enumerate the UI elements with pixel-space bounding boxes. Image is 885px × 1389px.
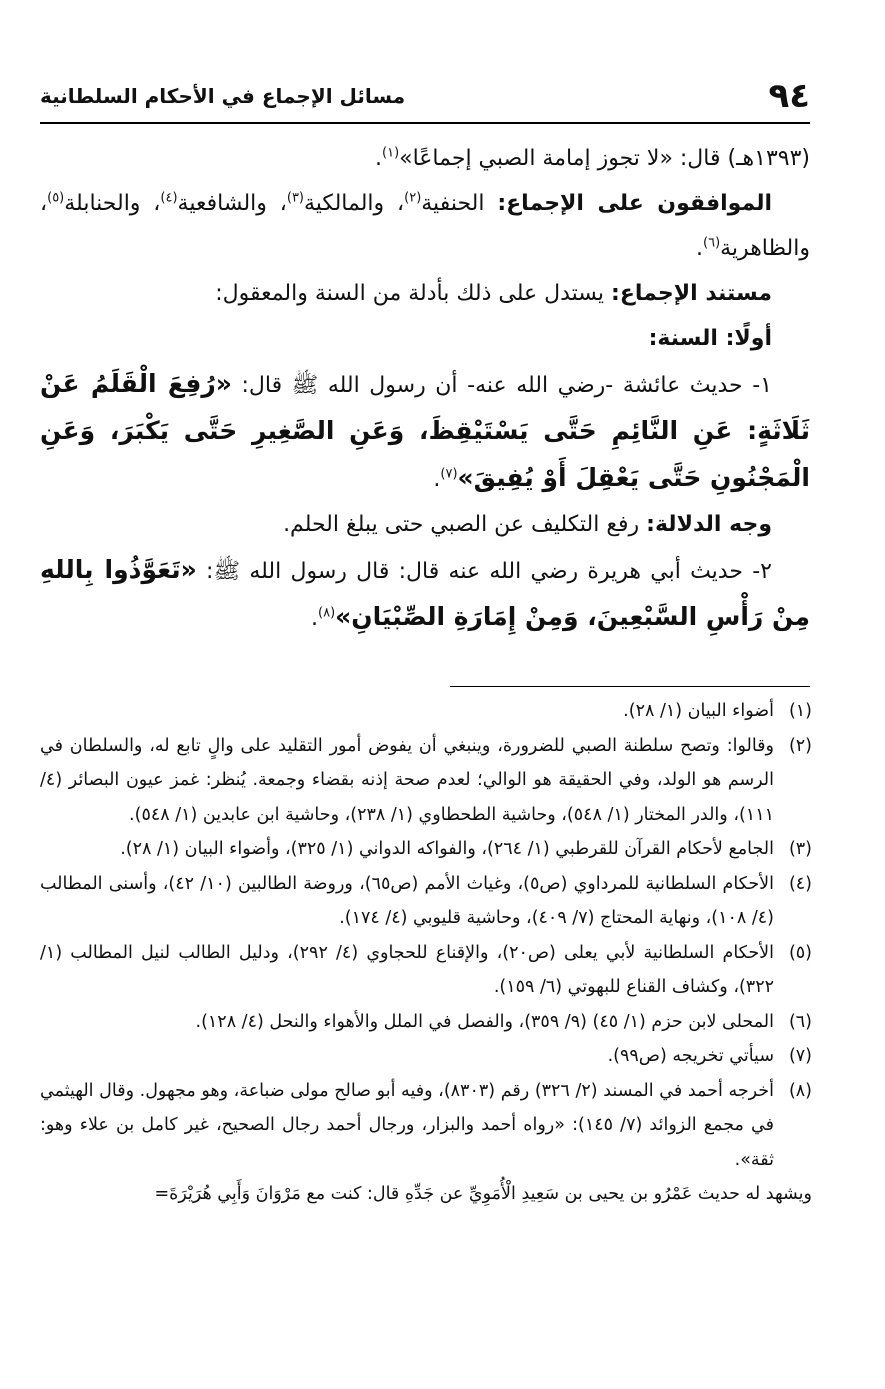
footnote-ref-7: (٧) xyxy=(440,466,458,482)
footnote-number: (٥) xyxy=(788,942,812,963)
footnote-ref-6: (٦) xyxy=(703,235,721,251)
page-number: ٩٤ xyxy=(768,76,810,116)
footnote-divider xyxy=(450,686,810,687)
footnote-text: وقالوا: وتصح سلطنة الصبي للضرورة، وينبغي أن يفوض أمور التقليد على والٍ تابع له، والسلطان في الرسم هو الولد، وفي الحقيقة هو الوالي؛ لعدم صحة إذنه بقضاء وجمعة. يُنظر: غمز عيون البصائر (٤/ ١١١)، والدر المختار (١/ ٥٤٨)، وحاشية الطحطاوي (١/ ٢٣٨)، وحاشية ابن عابدين (١/ ٥٤٨). xyxy=(40,735,774,825)
school-shafii: ، والشافعية xyxy=(177,191,287,216)
main-text xyxy=(40,136,810,641)
basis-text: يستدل على ذلك بأدلة من السنة والمعقول: xyxy=(215,281,612,306)
footnote-number: (٨) xyxy=(788,1080,812,1101)
footnote-ref-4: (٤) xyxy=(160,190,178,206)
footnote-ref-2: (٢) xyxy=(404,190,422,206)
opening-line: (١٣٩٣هـ) قال: «لا تجوز إمامة الصبي إجماعًا»$^{(١)}$. xyxy=(375,145,810,171)
hadith-1-intro: ١- حديث عائشة -رضي الله عنه- أن رسول الله ﷺ قال: xyxy=(231,373,772,398)
school-zahiri: ، والظاهرية xyxy=(40,191,810,261)
hadith-2-text: «تَعَوَّذُوا بِاللهِ مِنْ رَأْسِ السَّبْعِينَ، وَمِنْ إِمَارَةِ الصِّبْيَانِ» xyxy=(40,555,810,631)
page-header xyxy=(40,70,810,124)
hadith-1-text: «رُفِعَ الْقَلَمُ عَنْ ثَلَاثَةٍ: عَنِ النَّائِمِ حَتَّى يَسْتَيْقِظَ، وَعَنِ الصَّغِيرِ حَتَّى يَكْبَرَ، وَعَنِ الْمَجْنُونِ حَتَّى يَعْقِلَ أَوْ يُفِيقَ» xyxy=(40,369,810,492)
footnote-number: (٣) xyxy=(788,839,812,859)
hadith-1 xyxy=(40,361,810,502)
footnote-number: (٦) xyxy=(788,1011,812,1032)
hadith-2-end: . xyxy=(311,606,319,631)
footnote-number: (٢) xyxy=(788,735,812,756)
sunnah-heading xyxy=(40,316,810,361)
footnotes xyxy=(40,694,812,1212)
footnote xyxy=(40,867,812,936)
footnote-ref-1: (١) xyxy=(382,145,400,161)
footnote-text: أخرجه أحمد في المسند (٢/ ٣٢٦) رقم (٨٣٠٣)، وفيه أبو صالح مولى ضباعة، وهو مجهول. وقال الهيثمي في مجمع الزوائد (٧/ ١٤٥): «رواه أحمد والبزار، ورجال أحمد رجال الصحيح، غير كامل بن علاء وهو: ثقة». xyxy=(40,1080,774,1170)
evidence-text: رفع التكليف عن الصبي حتى يبلغ الحلم. xyxy=(283,512,647,537)
footnote-number: (٤) xyxy=(788,873,812,894)
footnote-ref-3: (٣) xyxy=(286,190,304,206)
footnote-text: سيأتي تخريجه (ص٩٩). xyxy=(607,1046,774,1066)
school-hanbali: ، والحنابلة xyxy=(64,191,161,216)
footnote xyxy=(40,1074,812,1178)
footnote xyxy=(40,729,812,833)
footnote-text: المحلى لابن حزم (١/ ٤٥) (٩/ ٣٥٩)، والفصل في الملل والأهواء والنحل (٤/ ١٢٨). xyxy=(195,1011,774,1032)
hadith-2-intro: ٢- حديث أبي هريرة رضي الله عنه قال: قال رسول الله ﷺ: xyxy=(196,559,772,584)
running-title: مسائل الإجماع في الأحكام السلطانية xyxy=(40,84,406,108)
footnote-text: الأحكام السلطانية للمرداوي (ص٥)، وغياث الأمم (ص٦٥)، وروضة الطالبين (١٠/ ٤٢)، وأسنى المطالب (٤/ ١٠٨)، ونهاية المحتاج (٧/ ٤٠٩)، وحاشية قليوبي (٤/ ١٧٤). xyxy=(40,873,775,928)
footnote xyxy=(40,694,812,729)
footnote-ref-5: (٥) xyxy=(47,190,65,206)
agree-end: . xyxy=(696,236,703,261)
first-label: أولًا: السنة: xyxy=(648,326,772,351)
hadith-1-end: . xyxy=(433,467,441,492)
footnote-text: الأحكام السلطانية لأبي يعلى (ص٢٠)، والإقناع للحجاوي (٤/ ٢٩٢)، ودليل الطالب لنيل المطالب (١/ ٣٢٢)، وكشاف القناع للبهوتي (٦/ ١٥٩). xyxy=(40,942,774,997)
footnote xyxy=(40,832,812,867)
agreeing-schools xyxy=(40,181,810,271)
footnote-number: (٧) xyxy=(788,1046,812,1066)
footnote xyxy=(40,1039,812,1074)
consensus-basis xyxy=(40,271,810,316)
evidence-point xyxy=(40,502,810,547)
footnote-number: (١) xyxy=(788,701,812,721)
opening-quote: (١٣٩٣هـ) قال: «لا تجوز إمامة الصبي إجماعًا» xyxy=(399,146,810,171)
footnote xyxy=(40,1005,812,1040)
school-hanafi: الحنفية xyxy=(421,191,498,216)
footnote-ref-8: (٨) xyxy=(318,605,336,621)
evidence-label: وجه الدلالة: xyxy=(646,512,772,537)
school-maliki: ، والمالكية xyxy=(304,191,405,216)
footnote xyxy=(40,936,812,1005)
footnote-continuation: ويشهد له حديث عَمْرُو بن يحيى بن سَعِيدِ الْأُمَوِيِّ عن جَدِّهِ قال: كنت مع مَرْوَانَ وَأَبِي هُرَيْرَةَ= xyxy=(154,1184,812,1204)
agree-label: الموافقون على الإجماع: xyxy=(497,191,772,216)
hadith-2 xyxy=(40,547,810,641)
footnote-text: الجامع لأحكام القرآن للقرطبي (١/ ٢٦٤)، والفواكه الدواني (١/ ٣٢٥)، وأضواء البيان (١/ ٢٨). xyxy=(120,839,774,859)
footnote-text: أضواء البيان (١/ ٢٨). xyxy=(623,701,774,721)
basis-label: مستند الإجماع: xyxy=(611,281,772,306)
